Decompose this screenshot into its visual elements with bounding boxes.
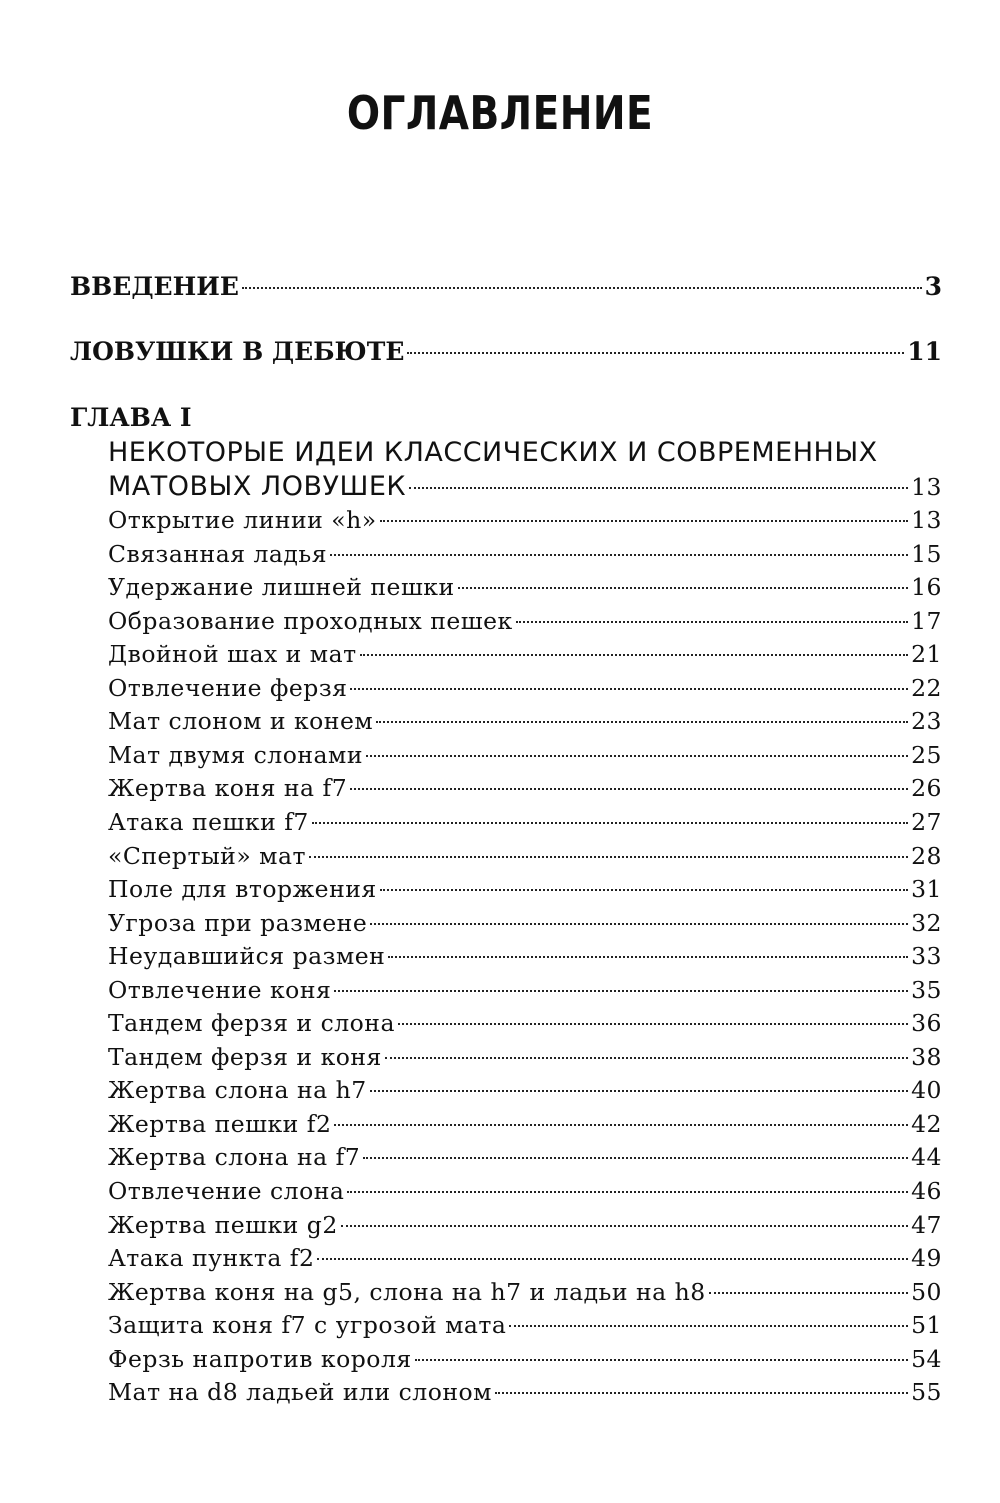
entry-page-number: 17 xyxy=(911,606,942,635)
toc-entry[interactable] xyxy=(108,1076,942,1104)
leader-dots xyxy=(334,990,908,992)
toc-entry[interactable] xyxy=(108,1110,942,1138)
toc-entry[interactable] xyxy=(108,1143,942,1171)
entry-label: Поле для вторжения xyxy=(108,875,377,903)
toc-entry[interactable] xyxy=(108,741,942,769)
leader-dots xyxy=(317,1258,908,1260)
entry-page-number: 47 xyxy=(911,1210,942,1239)
entry-page-number: 25 xyxy=(911,740,942,769)
toc-entry[interactable] xyxy=(108,875,942,903)
toc-entry[interactable] xyxy=(108,1009,942,1037)
entry-page-number: 13 xyxy=(911,506,942,534)
entry-page-number: 27 xyxy=(911,808,942,836)
chapter-page-number: 13 xyxy=(911,473,942,501)
entry-page-number: 26 xyxy=(911,774,942,803)
entry-page-number: 50 xyxy=(911,1277,942,1306)
entry-label: Жертва пешки g2 xyxy=(108,1210,338,1239)
entry-label: Защита коня f7 с угрозой мата xyxy=(108,1311,507,1340)
entry-page-number: 33 xyxy=(911,942,942,971)
leader-dots xyxy=(360,654,908,656)
leader-dots xyxy=(334,1124,908,1126)
leader-dots xyxy=(330,554,908,556)
entry-label: Удержание лишней пешки xyxy=(108,573,455,602)
section-page-number: 3 xyxy=(924,272,942,301)
entry-label: Ферзь напротив короля xyxy=(108,1344,412,1373)
toc-entry[interactable] xyxy=(108,909,942,937)
leader-dots xyxy=(341,1225,908,1227)
leader-dots xyxy=(388,956,908,958)
entry-page-number: 38 xyxy=(911,1042,942,1071)
entry-label: Мат на d8 ладьей или слоном xyxy=(108,1378,492,1407)
toc-entry[interactable] xyxy=(108,506,942,534)
leader-dots xyxy=(495,1392,908,1394)
leader-dots xyxy=(370,1090,908,1092)
toc-entry[interactable] xyxy=(108,1278,942,1306)
toc-entry[interactable] xyxy=(108,707,942,735)
entry-page-number: 36 xyxy=(911,1009,942,1038)
chapter-label: ГЛАВА I xyxy=(70,403,192,432)
toc-entry[interactable] xyxy=(108,1378,942,1406)
entry-label: Жертва коня на f7 xyxy=(108,774,348,803)
entry-label: Угроза при размене xyxy=(108,908,368,937)
leader-dots xyxy=(309,856,908,858)
entry-page-number: 22 xyxy=(911,673,942,702)
leader-dots xyxy=(516,621,908,623)
leader-dots xyxy=(458,587,908,589)
entry-page-number: 31 xyxy=(911,875,942,903)
entry-label: Открытие линии «h» xyxy=(108,506,377,534)
entry-label: Жертва слона на f7 xyxy=(108,1143,361,1172)
entry-label: Мат двумя слонами xyxy=(108,740,363,769)
toc-entry[interactable] xyxy=(108,808,942,836)
entry-page-number: 44 xyxy=(911,1143,942,1172)
toc-entry[interactable] xyxy=(108,640,942,668)
entry-page-number: 28 xyxy=(911,841,942,870)
toc-entry[interactable] xyxy=(108,774,942,802)
leader-dots xyxy=(370,923,908,925)
chapter-title-line-1: НЕКОТОРЫЕ ИДЕИ КЛАССИЧЕСКИХ И СОВРЕМЕННЫХ xyxy=(108,437,878,468)
entry-page-number: 51 xyxy=(911,1311,942,1340)
toc-entry[interactable] xyxy=(108,540,942,568)
toc-entry[interactable] xyxy=(108,1311,942,1339)
section-label: ВВЕДЕНИЕ xyxy=(70,272,239,301)
toc-entry[interactable] xyxy=(108,1345,942,1373)
toc-entry[interactable] xyxy=(108,976,942,1004)
entry-label: Отвлечение ферзя xyxy=(108,673,348,702)
entry-page-number: 16 xyxy=(911,573,942,602)
page-title: ОГЛАВЛЕНИЕ xyxy=(346,86,654,140)
entry-label: Атака пешки f7 xyxy=(108,808,309,836)
leader-dots xyxy=(407,352,904,354)
leader-dots xyxy=(347,1191,908,1193)
entry-page-number: 42 xyxy=(911,1109,942,1138)
entry-label: Двойной шах и мат xyxy=(108,640,357,669)
toc-entry[interactable] xyxy=(108,1211,942,1239)
entry-label: Мат слоном и конем xyxy=(108,707,374,736)
leader-dots xyxy=(350,688,908,690)
entry-label: Тандем ферзя и слона xyxy=(108,1009,395,1038)
leader-dots xyxy=(380,889,908,891)
leader-dots xyxy=(366,755,908,757)
leader-dots xyxy=(509,1325,908,1327)
toc-entry[interactable] xyxy=(108,573,942,601)
entry-label: Жертва слона на h7 xyxy=(108,1076,367,1105)
entry-label: Атака пункта f2 xyxy=(108,1244,315,1273)
leader-dots xyxy=(385,1057,908,1059)
entry-label: Отвлечение коня xyxy=(108,975,332,1004)
entry-page-number: 54 xyxy=(911,1344,942,1373)
leader-dots xyxy=(398,1023,908,1025)
entry-label: Жертва пешки f2 xyxy=(108,1109,332,1138)
leader-dots xyxy=(409,487,908,489)
entry-page-number: 49 xyxy=(911,1244,942,1273)
entry-page-number: 21 xyxy=(911,640,942,669)
leader-dots xyxy=(415,1359,908,1361)
leader-dots xyxy=(376,721,908,723)
entry-page-number: 55 xyxy=(911,1378,942,1407)
toc-entry[interactable] xyxy=(108,1043,942,1071)
entry-label: Отвлечение слона xyxy=(108,1177,345,1205)
entry-label: Тандем ферзя и коня xyxy=(108,1042,382,1071)
entry-page-number: 32 xyxy=(911,908,942,937)
section-label: ЛОВУШКИ В ДЕБЮТЕ xyxy=(70,337,405,366)
chapter-title-line-2: МАТОВЫХ ЛОВУШЕК xyxy=(108,471,407,502)
entry-label: Образование проходных пешек xyxy=(108,606,513,635)
entry-label: Неудавшийся размен xyxy=(108,942,386,971)
entry-page-number: 46 xyxy=(911,1177,942,1205)
leader-dots xyxy=(363,1157,908,1159)
leader-dots xyxy=(709,1292,908,1294)
toc-entry[interactable] xyxy=(108,942,942,970)
section-page-number: 11 xyxy=(907,337,942,366)
entry-label: «Спертый» мат xyxy=(108,841,306,870)
entry-page-number: 15 xyxy=(911,539,942,568)
entry-label: Связанная ладья xyxy=(108,539,328,568)
leader-dots xyxy=(380,520,908,522)
entry-page-number: 23 xyxy=(911,707,942,736)
entry-page-number: 40 xyxy=(911,1076,942,1105)
toc-section-opening-traps[interactable] xyxy=(70,337,942,366)
leader-dots xyxy=(350,788,908,790)
toc-entry[interactable] xyxy=(108,842,942,870)
toc-entry[interactable] xyxy=(108,607,942,635)
entry-page-number: 35 xyxy=(911,975,942,1004)
leader-dots xyxy=(242,287,922,289)
toc-entry[interactable] xyxy=(108,1244,942,1272)
toc-entry[interactable] xyxy=(108,674,942,702)
toc-section-intro[interactable] xyxy=(70,272,942,301)
entry-label: Жертва коня на g5, слона на h7 и ладьи на h8 xyxy=(108,1277,706,1306)
toc-chapter-title[interactable] xyxy=(108,471,942,502)
toc-entry[interactable] xyxy=(108,1177,942,1205)
leader-dots xyxy=(312,822,908,824)
